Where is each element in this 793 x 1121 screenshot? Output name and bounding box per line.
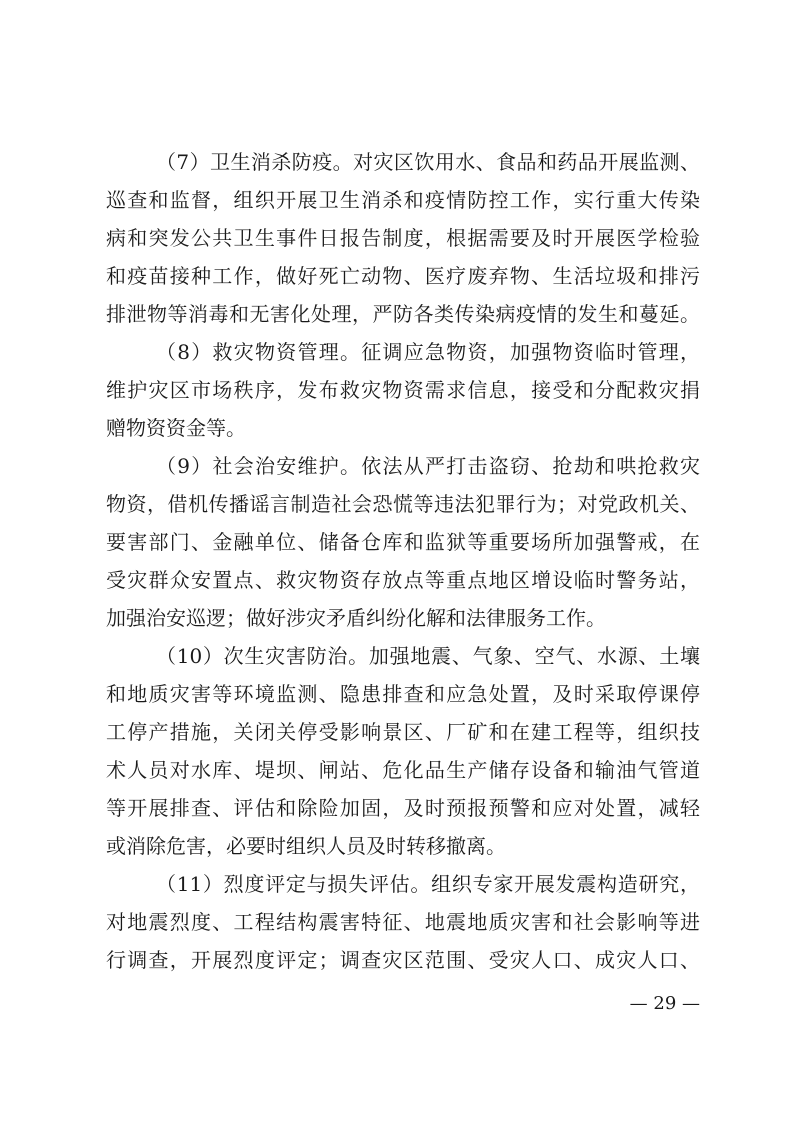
paragraph-line: 物资，借机传播谣言制造社会恐慌等违法犯罪行为；对党政机关、	[106, 492, 700, 516]
paragraph-line: （10）次生灾害防治。加强地震、气象、空气、水源、土壤	[156, 644, 700, 668]
paragraph-line: 术人员对水库、堤坝、闸站、危化品生产储存设备和输油气管道	[106, 758, 700, 782]
paragraph-line: （8）救灾物资管理。征调应急物资，加强物资临时管理，	[156, 340, 700, 364]
paragraph-line: 或消除危害，必要时组织人员及时转移撤离。	[106, 834, 506, 858]
paragraph-line: 受灾群众安置点、救灾物资存放点等重点地区增设临时警务站，	[106, 568, 700, 592]
paragraph-line: （7）卫生消杀防疫。对灾区饮用水、食品和药品开展监测、	[156, 150, 700, 174]
paragraph-line: 工停产措施，关闭关停受影响景区、厂矿和在建工程等，组织技	[106, 720, 700, 744]
paragraph-line: 巡查和监督，组织开展卫生消杀和疫情防控工作，实行重大传染	[106, 188, 700, 212]
paragraph-line: 行调查，开展烈度评定；调查灾区范围、受灾人口、成灾人口、	[106, 948, 700, 972]
paragraph-line: （11）烈度评定与损失评估。组织专家开展发震构造研究，	[156, 872, 700, 896]
paragraph-line: 维护灾区市场秩序，发布救灾物资需求信息，接受和分配救灾捐	[106, 378, 700, 402]
paragraph-line: （9）社会治安维护。依法从严打击盗窃、抢劫和哄抢救灾	[156, 454, 700, 478]
page-number: — 29 —	[629, 993, 700, 1014]
paragraph-line: 要害部门、金融单位、储备仓库和监狱等重要场所加强警戒，在	[106, 530, 700, 554]
paragraph-line: 对地震烈度、工程结构震害特征、地震地质灾害和社会影响等进	[106, 910, 700, 934]
paragraph-line: 排泄物等消毒和无害化处理，严防各类传染病疫情的发生和蔓延。	[106, 302, 700, 326]
paragraph-line: 病和突发公共卫生事件日报告制度，根据需要及时开展医学检验	[106, 226, 700, 250]
paragraph-line: 赠物资资金等。	[106, 416, 246, 440]
paragraph-line: 等开展排查、评估和除险加固，及时预报预警和应对处置，减轻	[106, 796, 700, 820]
paragraph-line: 和疫苗接种工作，做好死亡动物、医疗废弃物、生活垃圾和排污	[106, 264, 700, 288]
paragraph-line: 和地质灾害等环境监测、隐患排查和应急处置，及时采取停课停	[106, 682, 700, 706]
paragraph-line: 加强治安巡逻；做好涉灾矛盾纠纷化解和法律服务工作。	[106, 606, 606, 630]
